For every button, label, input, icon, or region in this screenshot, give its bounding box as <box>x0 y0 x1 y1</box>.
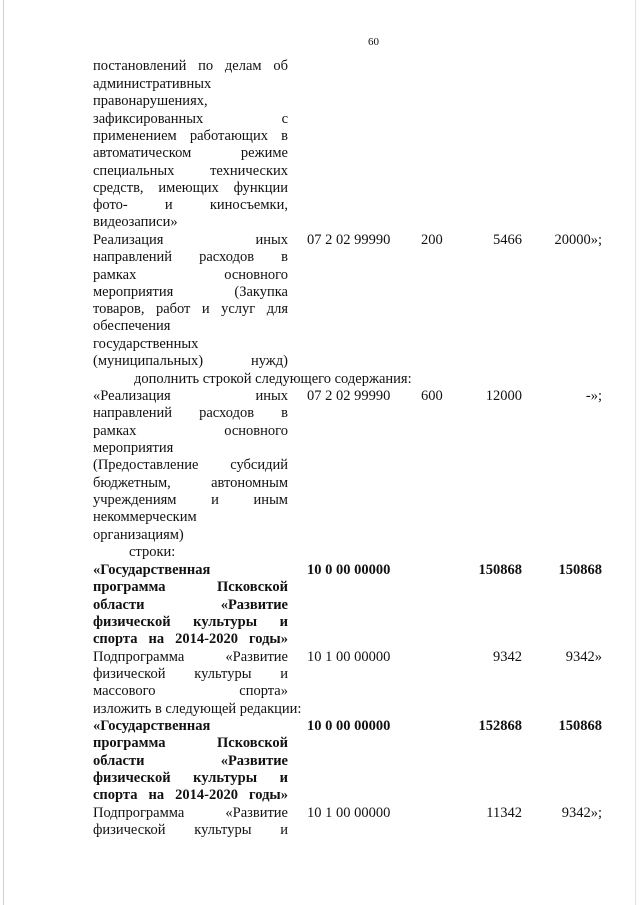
text-word: субсидий <box>230 457 288 473</box>
text-word: спорта <box>93 787 138 803</box>
text-word: (Предоставление <box>93 457 199 473</box>
text-word: «Развитие <box>220 597 288 613</box>
text-line <box>93 822 288 839</box>
text-line <box>93 301 288 318</box>
text-line: административных <box>93 76 212 92</box>
text-word: физической <box>93 614 171 630</box>
text-word: и <box>211 492 219 508</box>
text-word: массового <box>93 683 156 699</box>
text-word: Реализация <box>93 232 164 248</box>
text-line <box>93 597 288 614</box>
text-word: функции <box>233 180 288 196</box>
text-line <box>93 614 288 631</box>
budget-code: 10 0 00 00000 <box>307 718 391 734</box>
text-word: (Закупка <box>234 284 288 300</box>
text-word: с <box>281 111 288 127</box>
text-line <box>93 111 288 128</box>
text-line: «Государственная <box>93 562 211 578</box>
text-word: 2014-2020 <box>175 787 238 803</box>
text-line <box>93 423 288 440</box>
text-word: зафиксированных <box>93 111 204 127</box>
text-word: в <box>281 405 288 421</box>
text-word: (муниципальных) <box>93 353 204 369</box>
text-word: и <box>201 301 210 317</box>
text-word: иных <box>255 388 288 404</box>
text-word: «Реализация <box>93 388 171 404</box>
text-line <box>93 267 288 284</box>
text-word: средств, <box>93 180 144 196</box>
text-word: технических <box>210 163 288 179</box>
text-word: «Развитие <box>225 805 288 821</box>
text-word: по <box>198 58 214 74</box>
text-word: основного <box>224 423 288 439</box>
text-word: на <box>148 787 165 803</box>
amount-2: -»; <box>585 388 602 404</box>
text-word: «Развитие <box>220 753 288 769</box>
text-line <box>93 649 288 666</box>
text-line: мероприятия <box>93 440 174 456</box>
text-word: специальных <box>93 163 175 179</box>
amount-2: 20000»; <box>554 232 602 248</box>
text-line: обеспечения <box>93 318 171 334</box>
text-line <box>93 232 288 249</box>
text-word: иным <box>253 492 288 508</box>
text-line <box>93 249 288 266</box>
text-word: годы» <box>249 787 288 803</box>
amount-1: 9342 <box>493 649 522 665</box>
text-word: расходов <box>199 249 255 265</box>
scan-edge-right <box>635 0 636 905</box>
text-word: работ <box>155 301 191 317</box>
amount-1: 152868 <box>478 718 522 734</box>
text-word: 2014-2020 <box>175 631 238 647</box>
expense-type: 200 <box>421 232 443 248</box>
instruction: изложить в следующей редакции: <box>93 701 302 717</box>
text-word: услуг <box>221 301 256 317</box>
text-line <box>93 631 288 648</box>
text-word: фото- <box>93 197 128 213</box>
text-line: государственных <box>93 336 199 352</box>
text-word: физической <box>93 822 166 838</box>
text-word: области <box>93 753 145 769</box>
text-line <box>93 353 288 370</box>
text-word: бюджетным, <box>93 475 171 491</box>
text-line <box>93 666 288 683</box>
text-word: Подпрограмма <box>93 649 185 665</box>
text-word: режиме <box>240 145 288 161</box>
text-line <box>93 475 288 492</box>
text-word: товаров, <box>93 301 145 317</box>
text-word: направлений <box>93 249 173 265</box>
text-word: об <box>273 58 288 74</box>
text-word: иных <box>255 232 288 248</box>
budget-code: 10 0 00 00000 <box>307 562 391 578</box>
text-line: правонарушениях, <box>93 93 208 109</box>
text-word: Псковской <box>217 735 288 751</box>
text-line <box>93 197 288 214</box>
text-word: физической <box>93 666 166 682</box>
text-word: и <box>279 770 288 786</box>
text-line: организациям) <box>93 527 184 543</box>
text-word: программа <box>93 579 166 595</box>
text-line <box>93 457 288 474</box>
text-line <box>93 163 288 180</box>
text-line <box>93 787 288 804</box>
budget-code: 10 1 00 00000 <box>307 805 391 821</box>
amount-2: 9342» <box>565 649 602 665</box>
text-line <box>93 128 288 145</box>
text-line <box>93 58 288 75</box>
text-word: физической <box>93 770 171 786</box>
text-line <box>93 388 288 405</box>
text-line <box>93 284 288 301</box>
expense-type: 600 <box>421 388 443 404</box>
amount-2: 9342»; <box>561 805 602 821</box>
amount-1: 5466 <box>493 232 522 248</box>
text-word: автономным <box>211 475 288 491</box>
text-word: в <box>281 128 288 144</box>
text-word: спорта» <box>239 683 288 699</box>
text-word: применением <box>93 128 177 144</box>
scan-edge-left <box>3 0 4 905</box>
text-line <box>93 753 288 770</box>
text-word: имеющих <box>158 180 219 196</box>
text-word: постановлений <box>93 58 187 74</box>
text-line <box>93 180 288 197</box>
text-line <box>93 405 288 422</box>
text-line <box>93 770 288 787</box>
text-word: и <box>279 614 288 630</box>
text-word: в <box>281 249 288 265</box>
text-word: культуры <box>193 770 258 786</box>
text-word: работающих <box>189 128 268 144</box>
text-word: рамках <box>93 267 137 283</box>
page-number: 60 <box>368 36 379 48</box>
text-word: направлений <box>93 405 173 421</box>
text-line <box>93 735 288 752</box>
text-word: и <box>164 197 173 213</box>
text-word: делам <box>224 58 262 74</box>
text-word: культуры <box>193 614 258 630</box>
instruction: строки: <box>129 544 176 560</box>
text-line <box>93 579 288 596</box>
text-line <box>93 805 288 822</box>
text-word: культуры <box>194 666 252 682</box>
text-word: и <box>280 666 288 682</box>
text-word: автоматическом <box>93 145 192 161</box>
text-line: «Государственная <box>93 718 211 734</box>
amount-1: 11342 <box>486 805 522 821</box>
budget-code: 10 1 00 00000 <box>307 649 391 665</box>
text-word: киносъемки, <box>209 197 288 213</box>
instruction: дополнить строкой следующего содержания: <box>134 371 412 387</box>
text-word: на <box>148 631 165 647</box>
text-line: видеозаписи» <box>93 214 178 230</box>
text-word: мероприятия <box>93 284 174 300</box>
text-word: годы» <box>249 631 288 647</box>
budget-code: 07 2 02 99990 <box>307 388 391 404</box>
text-word: Псковской <box>217 579 288 595</box>
amount-1: 12000 <box>485 388 522 404</box>
text-word: расходов <box>199 405 255 421</box>
budget-code: 07 2 02 99990 <box>307 232 391 248</box>
amount-2: 150868 <box>558 718 602 734</box>
text-word: нужд) <box>250 353 288 369</box>
text-word: Подпрограмма <box>93 805 185 821</box>
text-line: некоммерческим <box>93 509 197 525</box>
text-word: «Развитие <box>225 649 288 665</box>
text-word: для <box>266 301 288 317</box>
amount-1: 150868 <box>478 562 522 578</box>
text-word: учреждениям <box>93 492 177 508</box>
text-word: рамках <box>93 423 137 439</box>
text-word: культуры <box>194 822 252 838</box>
text-word: спорта <box>93 631 138 647</box>
text-line <box>93 145 288 162</box>
text-word: и <box>280 822 288 838</box>
text-line <box>93 492 288 509</box>
text-word: области <box>93 597 145 613</box>
amount-2: 150868 <box>558 562 602 578</box>
text-word: основного <box>224 267 288 283</box>
text-word: программа <box>93 735 166 751</box>
text-line <box>93 683 288 700</box>
